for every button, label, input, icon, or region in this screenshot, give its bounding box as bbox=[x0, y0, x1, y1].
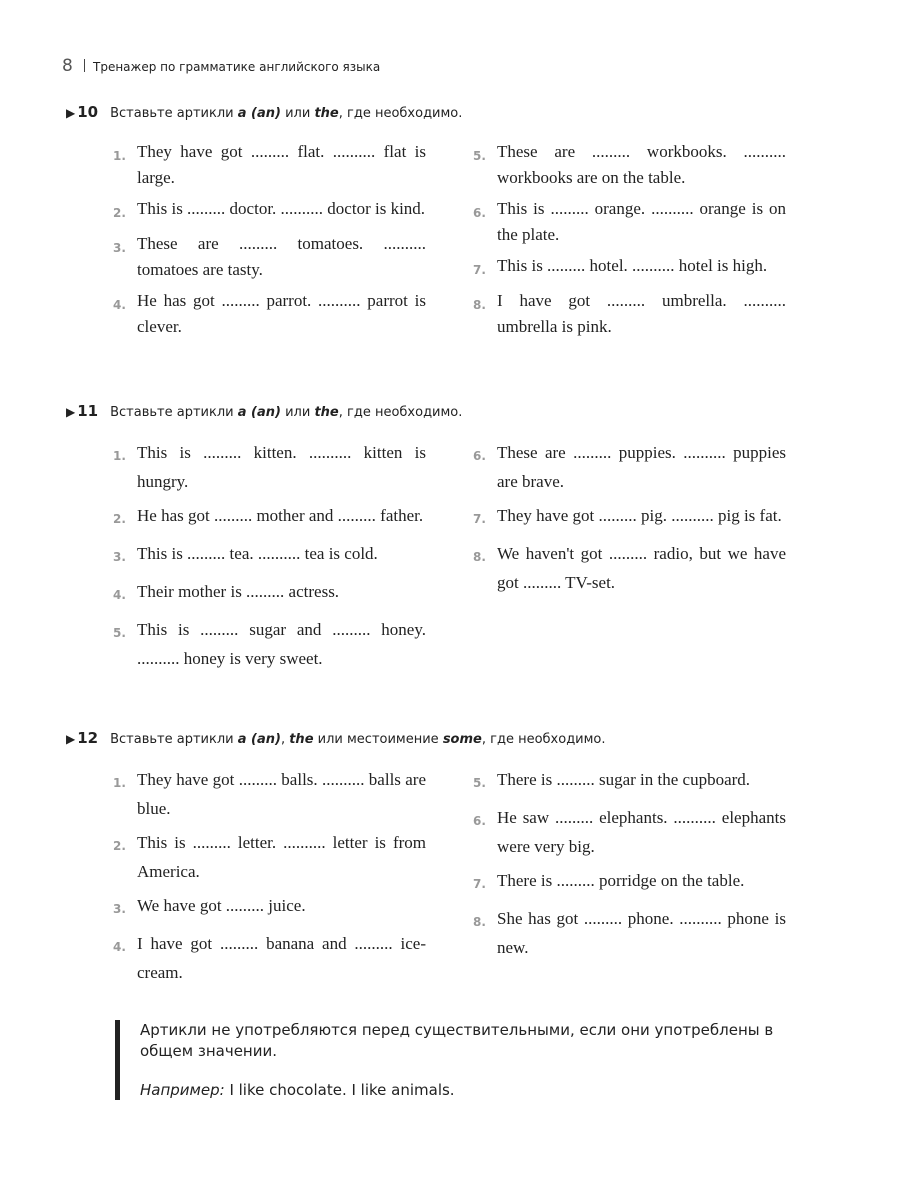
item-text: They have got ......... flat. .......... flat is large. bbox=[137, 142, 426, 187]
item-number: 6. bbox=[473, 814, 486, 828]
exercise-item bbox=[113, 577, 426, 610]
exercise-10-left-column bbox=[113, 139, 426, 345]
item-text: This is ......... sugar and ......... honey. .......... honey is very sweet. bbox=[137, 620, 426, 668]
item-number: 1. bbox=[113, 776, 126, 790]
grammar-rule-box bbox=[115, 1020, 820, 1100]
instruction-prefix: Вставьте артикли bbox=[110, 106, 238, 121]
exercise-item bbox=[473, 803, 786, 861]
exercise-item bbox=[473, 139, 786, 191]
item-number: 2. bbox=[113, 512, 126, 526]
instruction-joiner: или местоимение bbox=[313, 732, 443, 747]
exercise-item bbox=[113, 231, 426, 283]
instruction-joiner: или bbox=[280, 405, 315, 420]
item-text: He has got ......... mother and ......... father. bbox=[137, 506, 424, 525]
item-number: 2. bbox=[113, 206, 126, 220]
item-number: 5. bbox=[113, 626, 126, 640]
item-text: He saw ......... elephants. .......... elephants were very big. bbox=[497, 808, 786, 856]
exercise-item bbox=[473, 253, 786, 283]
item-text: These are ......... tomatoes. .......... tomatoes are tasty. bbox=[137, 234, 426, 279]
exercise-number: 10 bbox=[77, 103, 99, 121]
item-text: This is ......... kitten. .......... kitten is hungry. bbox=[137, 443, 426, 491]
triangle-bullet-icon: ▶ bbox=[66, 405, 76, 419]
item-number: 4. bbox=[113, 940, 126, 954]
item-text: We haven't got ......... radio, but we have got ......... TV-set. bbox=[497, 544, 786, 592]
exercise-12-left-column bbox=[113, 765, 426, 992]
instruction-suffix: , где необходимо. bbox=[481, 732, 606, 747]
item-text: Their mother is ......... actress. bbox=[137, 582, 340, 601]
exercise-11-heading bbox=[66, 402, 462, 420]
item-text: He has got ......... parrot. .......... parrot is clever. bbox=[137, 291, 426, 336]
exercise-item bbox=[113, 765, 426, 823]
item-number: 7. bbox=[473, 512, 486, 526]
exercise-12-heading bbox=[66, 729, 606, 747]
item-text: These are ......... workbooks. .......... workbooks are on the table. bbox=[497, 142, 786, 187]
exercise-item bbox=[473, 765, 786, 798]
item-text: There is ......... sugar in the cupboard. bbox=[497, 770, 751, 789]
item-text: This is ......... hotel. .......... hotel is high. bbox=[497, 256, 768, 275]
item-number: 5. bbox=[473, 149, 486, 163]
page-header bbox=[62, 56, 380, 76]
exercise-item bbox=[113, 196, 426, 226]
item-text: This is ......... doctor. .......... doctor is kind. bbox=[137, 199, 426, 218]
instruction-prefix: Вставьте артикли bbox=[110, 405, 238, 420]
item-text: We have got ......... juice. bbox=[137, 896, 306, 915]
item-text: This is ......... orange. .......... orange is on the plate. bbox=[497, 199, 786, 244]
book-title: Тренажер по грамматике английского языка bbox=[93, 60, 381, 74]
exercise-item bbox=[473, 866, 786, 899]
exercise-10-right-column bbox=[473, 139, 786, 345]
item-text: I have got ......... banana and ......... ice-cream. bbox=[137, 934, 426, 982]
exercise-item bbox=[113, 929, 426, 987]
instruction-term: the bbox=[289, 732, 314, 747]
rule-text: Артикли не употребляются перед существительными, если они употреблены в общем значении. bbox=[140, 1021, 774, 1060]
item-number: 4. bbox=[113, 588, 126, 602]
exercise-item bbox=[113, 438, 426, 496]
instruction-term: the bbox=[314, 106, 339, 121]
example-text: I like chocolate. I like animals. bbox=[224, 1081, 455, 1099]
instruction-term: a (an) bbox=[237, 732, 281, 747]
item-number: 7. bbox=[473, 877, 486, 891]
item-number: 8. bbox=[473, 550, 486, 564]
item-number: 3. bbox=[113, 550, 126, 564]
exercise-item bbox=[473, 196, 786, 248]
exercise-item bbox=[113, 828, 426, 886]
instruction-joiner: , bbox=[280, 732, 290, 747]
example-label: Например: bbox=[140, 1081, 225, 1099]
item-number: 1. bbox=[113, 449, 126, 463]
exercise-item bbox=[113, 139, 426, 191]
exercise-item bbox=[113, 615, 426, 673]
item-number: 1. bbox=[113, 149, 126, 163]
instruction-joiner: или bbox=[280, 106, 315, 121]
item-text: I have got ......... umbrella. .......... umbrella is pink. bbox=[497, 291, 786, 336]
item-text: They have got ......... pig. .......... pig is fat. bbox=[497, 506, 782, 525]
item-number: 7. bbox=[473, 263, 486, 277]
exercise-item bbox=[473, 438, 786, 496]
instruction-term: some bbox=[442, 732, 482, 747]
instruction-term: the bbox=[314, 405, 339, 420]
item-number: 3. bbox=[113, 241, 126, 255]
exercise-item bbox=[113, 288, 426, 340]
exercise-item bbox=[473, 501, 786, 534]
exercise-12-right-column bbox=[473, 765, 786, 967]
item-text: There is ......... porridge on the table. bbox=[497, 871, 745, 890]
exercise-item bbox=[473, 904, 786, 962]
instruction-suffix: , где необходимо. bbox=[338, 106, 463, 121]
header-divider bbox=[84, 59, 85, 72]
exercise-11-right-column bbox=[473, 438, 786, 602]
item-number: 5. bbox=[473, 776, 486, 790]
item-text: They have got ......... balls. .......... balls are blue. bbox=[137, 770, 426, 818]
item-number: 8. bbox=[473, 915, 486, 929]
exercise-number: 11 bbox=[77, 402, 99, 420]
page-number: 8 bbox=[62, 56, 73, 76]
item-text: This is ......... tea. .......... tea is cold. bbox=[137, 544, 378, 563]
exercise-number: 12 bbox=[77, 729, 99, 747]
item-text: These are ......... puppies. .......... puppies are brave. bbox=[497, 443, 786, 491]
item-number: 8. bbox=[473, 298, 486, 312]
exercise-item bbox=[473, 539, 786, 597]
triangle-bullet-icon: ▶ bbox=[66, 106, 76, 120]
exercise-item bbox=[113, 501, 426, 534]
item-number: 3. bbox=[113, 902, 126, 916]
rule-example bbox=[140, 1080, 820, 1101]
item-text: She has got ......... phone. .......... phone is new. bbox=[497, 909, 786, 957]
triangle-bullet-icon: ▶ bbox=[66, 732, 76, 746]
exercise-item bbox=[113, 539, 426, 572]
item-number: 6. bbox=[473, 206, 486, 220]
item-number: 4. bbox=[113, 298, 126, 312]
item-number: 6. bbox=[473, 449, 486, 463]
exercise-11-left-column bbox=[113, 438, 426, 678]
exercise-item bbox=[473, 288, 786, 340]
exercise-item bbox=[113, 891, 426, 924]
item-text: This is ......... letter. .......... letter is from America. bbox=[137, 833, 426, 881]
item-number: 2. bbox=[113, 839, 126, 853]
instruction-prefix: Вставьте артикли bbox=[110, 732, 238, 747]
instruction-term: a (an) bbox=[237, 106, 281, 121]
instruction-term: a (an) bbox=[237, 405, 281, 420]
instruction-suffix: , где необходимо. bbox=[338, 405, 463, 420]
exercise-10-heading bbox=[66, 103, 462, 121]
